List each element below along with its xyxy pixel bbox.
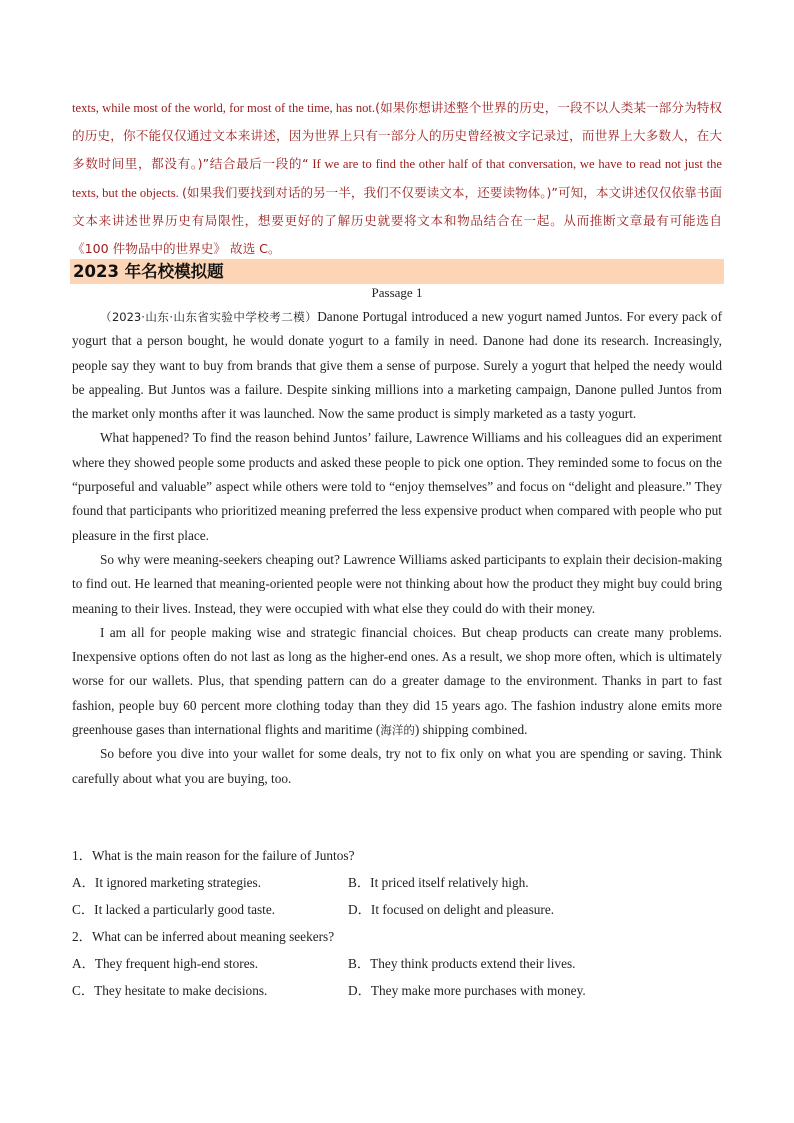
paragraph-text: Danone Portugal introduced a new yogurt named Juntos. For every pack of yogurt that a person bought, he would donate yogurt to a family in need. Danone had done its research. Increasingly, people say they want to buy from brands that give them a sense of purpose. Surely a yogurt that helped the needy would be appealing. But Juntos was a failure. Despite sinking millions into a marketing campaign, Danone pulled Juntos from the market only months after it was launched. Now the same product is simply marketed as a tasty yogurt. bbox=[72, 309, 723, 422]
option-b: B．It priced itself relatively high. bbox=[348, 875, 529, 890]
answer-text-cn: 文本，还要读物体。)”可知，本文讲述仅仅依靠书面文本来讲述世界历史有局限性，想要更好的了解历史 bbox=[72, 184, 722, 228]
question-stem: 2．What can be inferred about meaning seekers? bbox=[72, 929, 335, 944]
paragraph-text: I am all for people making wise and strategic financial choices. But cheap products can create many problems. Inexpensive options often do not last as long as the higher-end ones. As a result, we shop more often, which is ultimately worse for our wallets. Plus, that spending pattern can do a greater damage to the environment. Thanks in part to fast fashion, people buy 60 percent more clothing today than they did 15 years ago. The fashion industry alone emits more greenhouse gases than international flights and maritime ( bbox=[72, 624, 722, 738]
paragraph bbox=[72, 621, 722, 742]
vocab-note: 海洋的 bbox=[380, 723, 415, 738]
paragraph bbox=[72, 548, 722, 621]
answer-text-en: If we are to find the other half of that bbox=[308, 157, 505, 172]
option-row bbox=[72, 896, 722, 923]
paragraph-text: What happened? To find the reason behind Juntos’ failure, Lawrence Williams and his colleagues did an experiment where they showed people some products and asked these people to pick one option. They reminded some to focus on the “purposeful and valuable” aspect while others were told to “enjoy themselves” and focus on “delight and pleasure.” They found that participants who prioritized meaning preferred the less expensive product when compared with people who put pleasure in the first place. bbox=[72, 430, 722, 543]
option-c: C．They hesitate to make decisions. bbox=[72, 983, 268, 998]
option-row bbox=[72, 869, 722, 896]
option-a: A．It ignored marketing strategies. bbox=[72, 875, 262, 890]
answer-text-cn: (如果我们要找到对话的另一半，我们不仅要读 bbox=[181, 184, 440, 200]
answer-text-cn: 部分为特权的历史，你不能仅仅通过文本来讲述，因为世界上只有一部分人的历史曾经被文字记录过，而 bbox=[72, 100, 722, 144]
option-d: D．It focused on delight and pleasure. bbox=[348, 902, 555, 917]
option-a: A．They frequent high-end stores. bbox=[72, 956, 259, 971]
option-row bbox=[72, 977, 722, 1004]
paragraph-text: So why were meaning-seekers cheaping out? Lawrence Williams asked participants to explain their decision-making to find out. He learned that meaning-oriented people were not thinking about how the product they might buy could bring meaning to their lives. Instead, they were occupied with what else they could do with their money. bbox=[72, 551, 722, 616]
section-title: 2023 年名校模拟题 bbox=[73, 262, 224, 281]
paragraph bbox=[72, 305, 722, 426]
answer-text-en: conversation, we have to read not just the texts, but the objects. bbox=[72, 157, 722, 200]
answer-explanation bbox=[72, 94, 722, 263]
option-row bbox=[72, 950, 722, 977]
passage-title: Passage 1 bbox=[371, 285, 423, 300]
paragraph-text: So before you dive into your wallet for some deals, try not to fix only on what you are spending or saving. Think carefully about what you are buying, too. bbox=[72, 746, 722, 786]
question-list bbox=[72, 842, 722, 1004]
answer-text-cn: 就要将文本和物品结合在一起。从而推断文章最有可能选自《100 件物品中的世界史》 故选 C。 bbox=[72, 212, 723, 257]
paragraph-text: ) shipping combined. bbox=[414, 722, 528, 738]
paragraph bbox=[72, 426, 722, 547]
answer-text-en: texts, while most of the world, for most of the time, has not. bbox=[72, 101, 376, 115]
paragraph bbox=[72, 742, 722, 791]
option-d: D．They make more purchases with money. bbox=[348, 983, 586, 998]
source-citation: （2023·山东·山东省实验中学校考二模） bbox=[100, 310, 318, 324]
question-stem: 1．What is the main reason for the failure of Juntos? bbox=[72, 848, 355, 863]
passage-body bbox=[72, 305, 722, 791]
option-c: C．It lacked a particularly good taste. bbox=[72, 902, 276, 917]
option-b: B．They think products extend their lives. bbox=[348, 956, 576, 971]
answer-text-cn: 世界上大多数人，在大多数时间里，都没有。)”结合最后一段的“ bbox=[72, 128, 723, 172]
answer-text-cn: (如果你想讲述整个世界的历史，一段不以人类某一 bbox=[375, 100, 659, 115]
